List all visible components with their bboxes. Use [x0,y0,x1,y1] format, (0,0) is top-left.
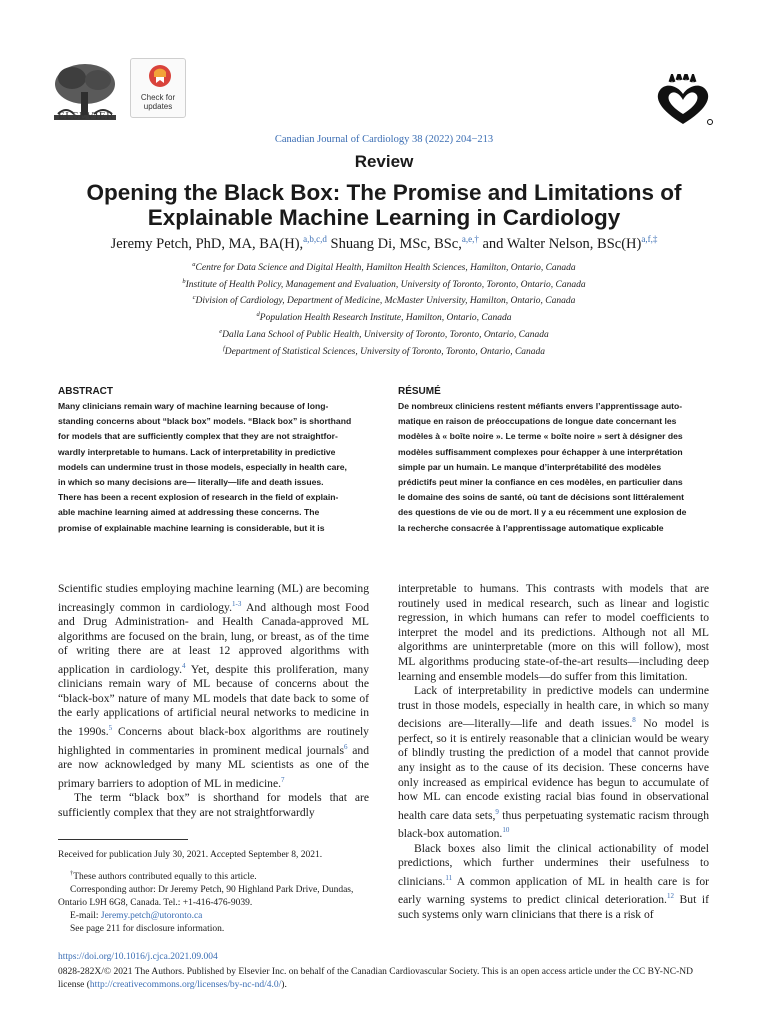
text-run: Lack of interpretability in predictive models can undermine trust in those models, especially in health care, in which so many decisions are—literally—life and death issues. [398,684,709,731]
affiliation-a [0,261,768,273]
affil-text: Dalla Lana School of Public Health, University of Toronto, Toronto, Ontario, Canada [222,330,549,341]
publisher-name: ELSEVIER [58,110,114,122]
body-paragraph [398,684,709,842]
body-paragraph [58,582,369,791]
citation-ref[interactable]: 12 [666,892,674,901]
affil-text: Department of Statistical Sciences, University of Toronto, Toronto, Ontario, Canada [224,347,546,358]
email-label: E-mail: [70,911,101,922]
citation-ref[interactable]: 7 [281,775,285,784]
resume-line: modèles à « boîte noire ». Le terme « boîte noire » sert à désigner des [398,431,683,442]
check-text-line1: Check for [140,93,176,102]
resume-line: des questions de vie ou de mort. Il y a eu récemment une explosion de [398,507,687,518]
text-run: Black boxes also limit the clinical actionability of model predictions, which further undermines their usefulness to clinicians. [398,841,709,888]
text-run: and are now acknowledged by many ML scientists as one of the primary barriers to adoption of ML in medicine. [58,743,370,790]
affiliation-c [0,294,768,306]
check-text-line2: updates [143,102,173,111]
doi-link[interactable]: https://doi.org/10.1016/j.cjca.2021.09.004 [58,952,218,962]
email-link[interactable]: Jeremy.petch@utoronto.ca [100,911,203,922]
title-line-2: Explainable Machine Learning in Cardiology [147,205,621,230]
title-line-1: Opening the Black Box: The Promise and Limitations of [86,180,682,205]
author-affil-marks[interactable]: a,b,c,d [303,234,327,244]
affil-mark: d [256,311,260,318]
affil-text: Institute of Health Policy, Management and Evaluation, University of Toronto, Toronto, Ontario, Canada [185,280,586,291]
footnote-text: These authors contributed equally to this article. [73,872,257,883]
abstract-line: models can undermine trust in those models, especially in health care, [58,461,347,472]
text-run: But if such systems only warn clinicians that there is a risk of [398,893,709,921]
footnote-rule [58,839,188,840]
affiliation-e [0,328,768,340]
abstract-line: Many clinicians remain wary of machine learning because of long- [58,401,329,411]
license-run: 0828-282X/© 2021 The Authors. Published by Elsevier Inc. on behalf of the Canadian Cardiovascular Society. This is an open access article under the CC BY-NC-ND license ( [58,967,693,990]
text-run: thus perpetuating systematic racism through black-box automation. [398,808,709,841]
check-for-updates-badge[interactable] [130,58,186,118]
citation-ref[interactable]: 6 [344,742,348,751]
affiliation-f [0,345,768,357]
resume-line: De nombreux cliniciens restent méfiants envers l’apprentissage auto- [398,401,683,411]
affiliation-b [0,278,768,290]
article-title [40,180,728,230]
footnotes [58,849,369,936]
abstract-line: promise of explainable machine learning is considerable, but it is [58,522,325,533]
license-text [58,966,718,992]
abstract-line: There has been a recent explosion of research in the field of explain- [58,492,339,503]
body-column-left [58,582,369,820]
affil-text: Centre for Data Science and Digital Health, Hamilton Health Sciences, Hamilton, Ontario, Canada [195,263,576,274]
email-line [58,910,369,923]
corresponding-author: Corresponding author: Dr Jeremy Petch, 90 Highland Park Drive, Dundas, Ontario L9H 6G8, Canada. Tel.: +1-416-476-9039. [58,885,354,909]
author-line [20,234,748,253]
author-name: Shuang Di, MSc, BSc, [330,235,462,252]
affil-text: Division of Cardiology, Department of Medicine, McMaster University, Hamilton, Ontario, Canada [195,296,576,307]
citation-ref[interactable]: 9 [495,807,499,816]
abstract-line: standing concerns about “black box” models. “Black box” is shorthand [58,416,352,427]
ccs-heart-logo [652,74,714,128]
affil-mark: b [182,278,186,285]
resume-line: la recherche consacrée à l’apprentissage automatique explicable [398,522,664,533]
resume-line: modèles suffisamment complexes pour échapper à une interprétation [398,446,683,457]
affil-mark: a [192,261,196,268]
citation-ref[interactable]: 8 [632,716,636,725]
author-affil-marks[interactable]: a,f,‡ [641,234,658,244]
abstract-line: for models that are sufficiently complex that they are not straightfor- [58,431,338,442]
footnote-mark: † [70,870,74,877]
body-paragraph [398,842,709,923]
equal-contribution-note [58,867,369,884]
body-column-right [398,582,709,922]
affil-mark: f [222,345,225,352]
disclosure-note: See page 211 for disclosure information. [70,924,225,935]
section-label: Review [354,152,414,171]
received-date: Received for publication July 30, 2021. Accepted September 8, 2021. [58,850,323,860]
abstract-body [58,399,369,536]
text-run: Yet, despite this proliferation, many clinicians remain wary of ML because of concerns about the “black-box” nature of many ML models that date back to some of the early applications of artificial neural networks to medicine in the 1990s. [58,662,369,738]
citation-ref[interactable]: 5 [108,724,113,733]
license-link[interactable]: http://creativecommons.org/licenses/by-nc-nd/4.0/ [89,980,282,990]
affil-mark: e [219,328,223,335]
body-paragraph: The term “black box” is shorthand for models that are sufficiently complex that they are not straightforwardly [58,791,369,819]
citation-ref[interactable]: 11 [445,873,453,882]
abstract-line: wardly interpretable to humans. Lack of interpretability in predictive [58,446,336,457]
resume-heading: RÉSUMÉ [398,386,441,397]
abstract-line: in which so many decisions are— literally—life and death issues. [58,477,324,488]
citation-ref[interactable]: 4 [181,661,186,670]
resume-line: matique en raison de préoccupations de longue date concernant les [398,416,677,427]
body-paragraph: interpretable to humans. This contrasts with models that are routinely used in medical research, such as linear and logistic regression, in which humans can refer to model coefficients to interpret the model and its predictions. Although not all ML algorithms are uninterpretable (more on this will follow), most ML algorithms producing state-of-the-art results—including deep learning and ensemble models—do suffer from this limitation. [398,582,709,683]
author-name: and Walter Nelson, BSc(H) [482,235,642,252]
citation-ref[interactable]: 1-3 [232,599,242,608]
journal-citation[interactable]: Canadian Journal of Cardiology 38 (2022) 204−213 [274,134,494,145]
resume-line: le domaine des soins de santé, où tant de décisions sont littéralement [398,492,685,503]
text-run: A common application of ML in health care is for early warning systems to predict clinical deterioration. [398,874,709,907]
text-run: Concerns about black-box algorithms are routinely highlighted in commentaries in prominent medical journals [58,724,369,757]
check-for-updates-icon [148,64,172,88]
citation-ref[interactable]: 10 [502,826,510,835]
affil-text: Population Health Research Institute, Hamilton, Ontario, Canada [259,313,512,324]
author-name: Jeremy Petch, PhD, MA, BA(H), [110,235,304,252]
text-run: No model is perfect, so it is entirely reasonable that a clinician would be weary of blindly trusting the prediction of a model that cannot provide any insight as to the cause of its decision. These concerns have only increased as empirical evidence has begun to accumulate of how ML can encode existing racial bias found in observational health care data sets, [398,717,710,822]
author-affil-marks[interactable]: a,e,† [461,234,479,244]
license-run: ). [281,980,287,990]
resume-line: prédictifs peut miner la confiance en ces modèles, en particulier dans [398,477,683,488]
abstract-heading: ABSTRACT [58,386,113,397]
resume-line: simple par un humain. Le manque d’interprétabilité des modèles [398,461,662,472]
text-run: Scientific studies employing machine learning (ML) are becoming increasingly common in cardiology. [58,582,369,614]
affiliation-d [0,311,768,323]
text-run: And although most Food and Drug Administration- and Health Canada-approved ML algorithms are focused on the brain, lung, or breast, as of the time of writing there are at least 12 approved algorithms with application in cardiology. [58,600,369,676]
affil-mark: c [192,294,196,301]
abstract-line: able machine learning aimed at addressing these concerns. The [58,507,320,518]
resume-body [398,399,709,536]
